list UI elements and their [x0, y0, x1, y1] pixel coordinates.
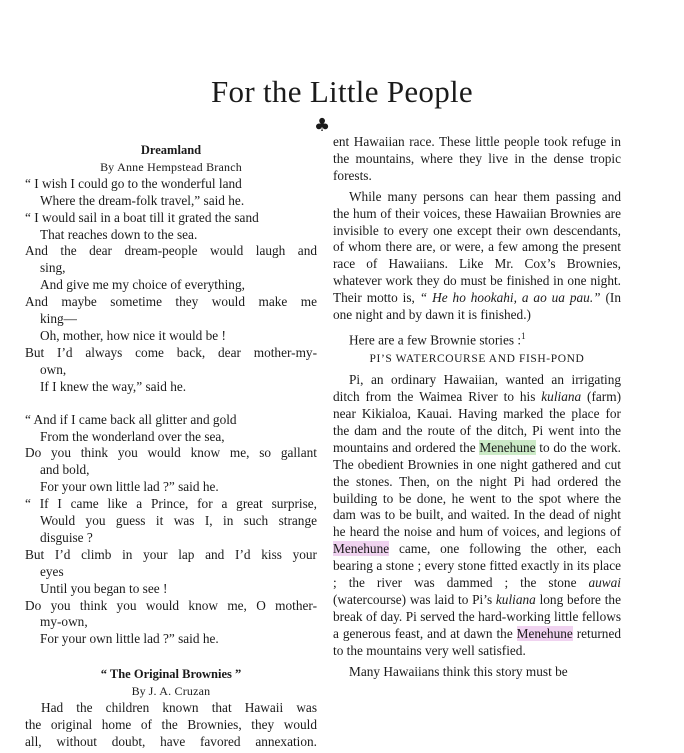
paragraph: Here are a few Brownie stories :$^1$ — [349, 330, 526, 348]
poem-line: disguise ? — [40, 529, 93, 545]
poem-line: eyes — [40, 563, 64, 579]
poem-stanza-1 — [25, 176, 317, 396]
poem-line: “ I would sail in a boat till it grated the sand — [25, 209, 259, 225]
poem-line: Oh, mother, how nice it would be ! — [40, 327, 226, 343]
poem-line: and bold, — [40, 462, 90, 478]
club-ornament-icon: ♣ — [314, 115, 331, 136]
kuliana-term: kuliana — [541, 389, 582, 405]
poem-line: “ I wish I could go to the wonderful land — [25, 175, 242, 191]
poem-line: Do you think you would know me, O mother- — [25, 597, 317, 613]
poem-line: own, — [40, 361, 67, 377]
poem-title: Dreamland — [140, 143, 202, 157]
poem-line: And the dear dream-people would laugh and — [25, 243, 317, 259]
article-line: the original home of the Brownies, they would — [25, 717, 317, 732]
poem-line: If I knew the way,” said he. — [40, 378, 187, 394]
page-title: For the Little People — [210, 74, 473, 109]
story-paragraph: Pi, an ordinary Hawaiian, wanted an irrigating ditch from the Waimea River to his kuliana (farm) near Kikialoa, Kauai. Having marked the place for the dam and the route of the ditch, Pi went into the mountains and ordered the Menehune to do the work. The obedient Brownies in one night gathered and cut the stones. Then, on the night Pi had ordered the building to be done, he went to the spot where the dam was to be built, and waited. In the dead of night he heard the noise and hum of voices, and legions of Menehune came, one following the other, each bearing a stone ; every stone fitted exactly in its place ; the river was dammed ; the stone auwai (watercourse) was laid to Pi’s kuliana long before the break of day. Pi served the hard-working little fellows a generous feast, and at dawn the Menehune returned to the mountains very well satisfied. — [333, 372, 622, 658]
poem-line: But I’d always come back, dear mother-my- — [25, 344, 317, 360]
right-column — [333, 134, 621, 681]
poem-line: Would you guess it was I, in such strange — [40, 513, 317, 529]
poem-line: From the wonderland over the sea, — [40, 428, 225, 444]
highlight-menehune: Menehune — [516, 625, 573, 641]
poem-line: Until you began to see ! — [40, 580, 168, 596]
poem-line: For your own little lad ?” said he. — [40, 479, 219, 495]
poem-line: king— — [40, 311, 77, 327]
article-author: J. A. Cruzan — [148, 684, 211, 699]
poem-author: Anne Hempstead Branch — [117, 159, 242, 174]
highlight-menehune: Menehune — [479, 439, 536, 455]
poem-line: “ And if I came back all glitter and gold — [25, 411, 237, 427]
highlight-menehune: Menehune — [333, 541, 390, 557]
kuliana-term: kuliana — [495, 591, 536, 607]
article-line: Had the children known that Hawaii was — [41, 700, 317, 716]
paragraph: Many Hawaiians think this story must be — [349, 663, 568, 679]
poem-stanza-2 — [25, 412, 317, 649]
article-byline — [25, 683, 317, 700]
poem-line: That reaches down to the sea. — [40, 226, 198, 242]
left-column — [25, 142, 317, 751]
motto: “ He ho hookahi, a ao ua pau.” — [419, 290, 601, 306]
poem-byline — [25, 159, 317, 176]
auwai-term: auwai — [588, 575, 621, 591]
footnote-marker: 1 — [521, 330, 526, 341]
poem-line: Where the dream-folk travel,” said he. — [40, 192, 245, 208]
byline-prefix: By — [131, 684, 146, 699]
paragraph: While many persons can hear them passing and the hum of their voices, these Hawaiian Brownies are invisible to every one except their own descendants, of whom there are, or were, a few among the present race of Hawaiians. Like Mr. Cox’s Brownies, whatever work they do must be finished in one night. Their motto is, “ He ho hookahi, a ao ua pau.” (In one night and by dawn it is finished.) — [333, 188, 621, 323]
article-title: “ The Original Brownies ” — [100, 667, 242, 682]
poem-line: But I’d climb in your lap and I’d kiss your — [25, 546, 317, 562]
poem-line: my-own, — [40, 614, 88, 630]
paragraph: ent Hawaiian race. These little people took refuge in the mountains, where they live in the dense tropic forests. — [333, 134, 621, 183]
poem-line: sing, — [40, 260, 66, 276]
byline-prefix: By — [100, 159, 115, 174]
poem-line: And give me my choice of everything, — [40, 277, 245, 293]
poem-line: “ If I came like a Prince, for a great surprise, — [25, 496, 317, 512]
article-line: all, without doubt, have favored annexation. — [25, 733, 317, 749]
section-heading: PI’S WATERCOURSE AND FISH-POND — [369, 353, 585, 366]
poem-line: For your own little lad ?” said he. — [40, 631, 219, 647]
poem-line: And maybe sometime they would make me — [25, 294, 317, 310]
poem-line: Do you think you would know me, so gallant — [25, 445, 317, 461]
